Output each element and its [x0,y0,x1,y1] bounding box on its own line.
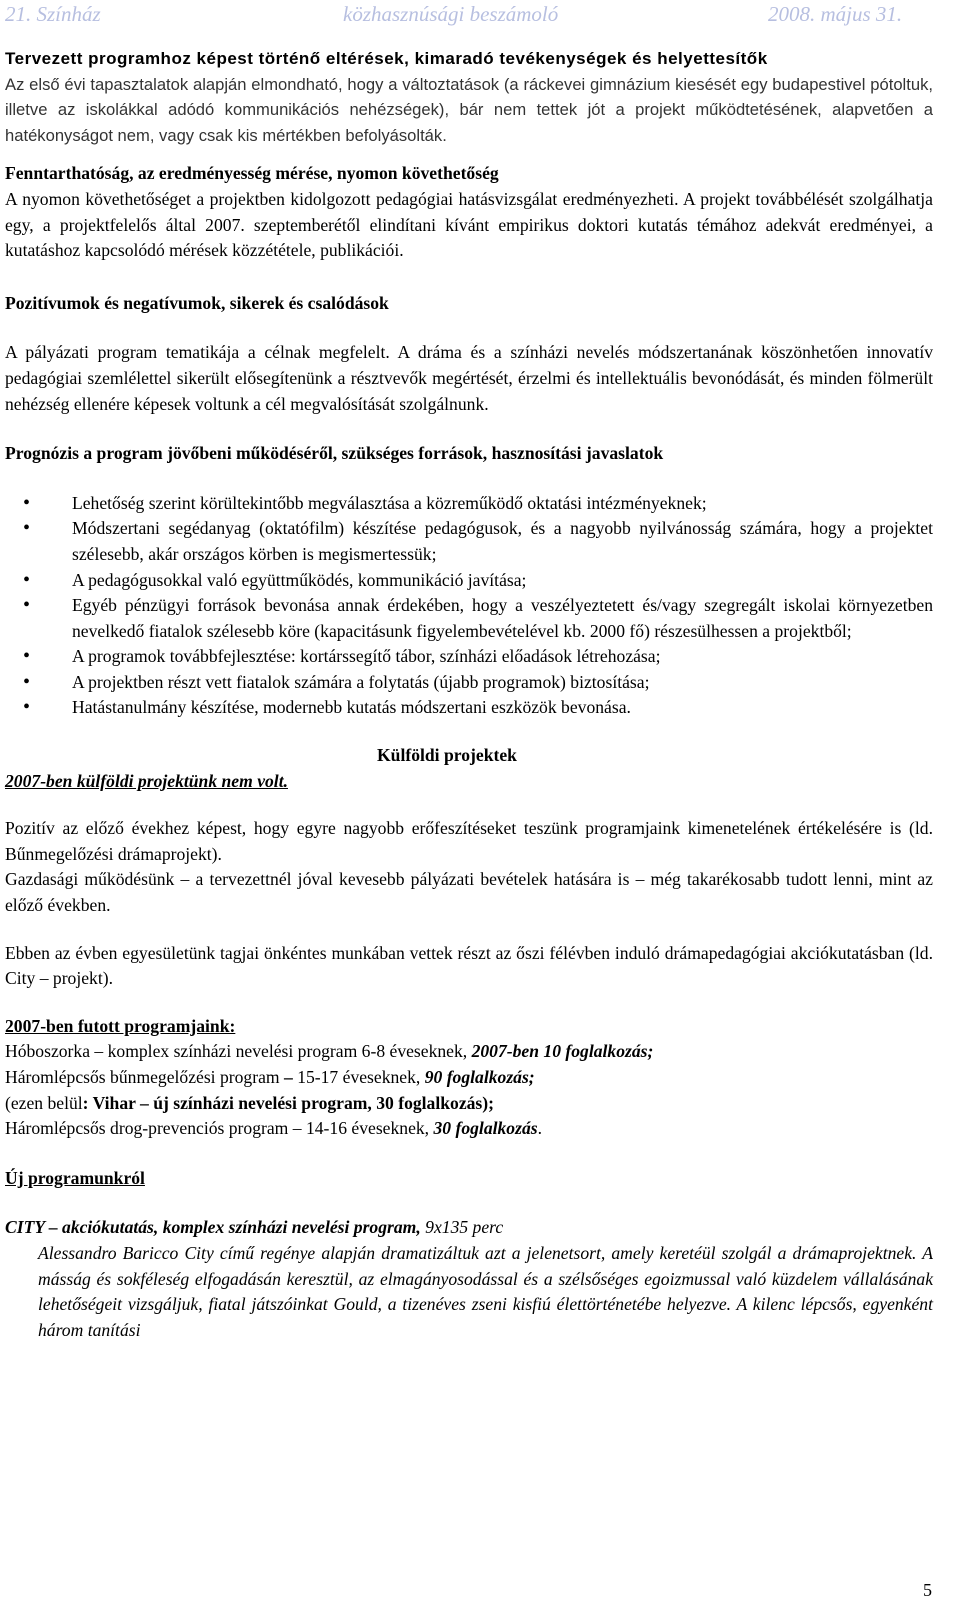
program-text: . [537,1118,542,1139]
foreign-paragraph-1: Pozitív az előző évekhez képest, hogy egyre nagyobb erőfeszítéseket teszünk programjaink kimenetelének értékelésére is (ld. Bűnmegelőzési drámaprojekt). [5,818,933,864]
program-text: (ezen belül [5,1092,83,1113]
new-programs-heading: Új programunkról [5,1167,145,1188]
city-title-line [5,1215,933,1241]
programs-heading: 2007-ben futott programjaink: [5,1015,236,1036]
prognosis-list [5,491,933,721]
header-right: 2008. május 31. [768,2,903,26]
section-title-sustainability: Fenntarthatóság, az eredményesség mérése, nyomon követhetőség [5,163,499,184]
foreign-paragraph-2: Gazdasági működésünk – a tervezettnél jóval kevesebb pályázati bevételek hatására is – még takarékosabb tudott lenni, mint az előző években. [5,869,933,916]
city-description: Alessandro Baricco City című regénye alapján dramatizáltuk azt a jelenetsort, amely keretéül szolgál a drámaprojektnek. A másság és sokféleség elfogadásán keresztül, az elmagányosodással és a szélsőséges egoizmussal való küzdelem vállalásának lehetőségeit vizsgáljuk, fiatal játszóinkat Gould, a tizenéves zseni kisfiú élettörténetébe helyezve. A kilenc lépcsős, egyenként három tanítási [38,1242,933,1340]
program-line [5,1091,933,1117]
section-body-sustainability: A nyomon követhetőséget a projektben kidolgozott pedagógiai hatásvizsgálat eredményezheti. A projekt továbbélését szolgálhatja egy, a projektfelelős által 2007. szeptemberétől elindítani kívánt empirikus doktori kutatás témához adekvát eredményei, a kutatáshoz kapcsolódó mérések közzététele, publikációi. [5,188,933,261]
page-number: 5 [923,1580,932,1600]
list-item: • A programok továbbfejlesztése: kortárssegítő tábor, színházi előadások létrehozása; [5,644,933,670]
list-item: • A projektben részt vett fiatalok számára a folytatás (újabb programok) biztosítása; [5,670,933,696]
program-dash: – [283,1067,298,1087]
foreign-subtitle: 2007-ben külföldi projektünk nem volt. [5,770,288,791]
program-subprogram: : Vihar – új színházi nevelési program, 30 foglalkozás); [82,1092,494,1113]
page-content [5,46,933,1343]
section-title-pros-cons: Pozitívumok és negatívumok, sikerek és csalódások [5,292,389,313]
section-title-deviations: Tervezett programhoz képest történő eltérések, kimaradó tevékenységek és helyettesítők [5,49,768,68]
list-item: • Lehetőség szerint körültekintőbb megválasztása a közreműködő oktatási intézményeknek; [5,491,933,517]
program-count: 2007-ben 10 foglalkozás; [471,1041,654,1062]
program-line [5,1039,933,1065]
foreign-paragraph-3: Ebben az évben egyesületünk tagjai önkéntes munkában vettek részt az őszi félévben induló drámapedagógiai akciókutatásban (ld. City – projekt). [5,942,933,989]
list-item: • Módszertani segédanyag (oktatófilm) készítése pedagógusok, és a nagyobb nyilvánosság számára, hogy a projektet szélesebb, akár országos körben is megismertessük; [5,516,933,567]
city-length: 9x135 perc [420,1217,504,1238]
city-title: CITY – akciókutatás, komplex színházi nevelési program, [5,1217,421,1238]
section-body-pros-cons: A pályázati program tematikája a célnak megfelelt. A dráma és a színházi nevelés módszertanának köszönhetően innovatív pedagógiai szemlélettel sikerült elősegítenünk a résztvevők megértését, érzelmi és intellektuális bevonódását, és minden fölmerült nehézség ellenére képesek voltunk a cél megvalósítását szolgálnunk. [5,342,933,414]
program-count: 90 foglalkozás; [424,1067,535,1087]
list-item: • Hatástanulmány készítése, modernebb kutatás módszertani eszközök bevonása. [5,695,933,721]
header-center: közhasznúsági beszámoló [343,2,559,26]
header-left: 21. Színház [5,2,101,26]
program-text: Hóboszorka – komplex színházi nevelési program 6-8 éveseknek, [5,1041,472,1062]
section-title-prognosis: Prognózis a program jövőbeni működéséről, szükséges források, hasznosítási javaslatok [5,443,664,464]
program-text: Háromlépcsős bűnmegelőzési program [5,1067,284,1087]
program-line [5,1065,933,1091]
list-item: • A pedagógusokkal való együttműködés, kommunikáció javítása; [5,568,933,594]
page-header [0,2,960,32]
program-text: Háromlépcsős drog-prevenciós program – 14-16 éveseknek, [5,1118,434,1139]
program-count: 30 foglalkozás [433,1118,538,1139]
section-title-foreign: Külföldi projektek [377,745,517,766]
section-body-deviations: Az első évi tapasztalatok alapján elmondható, hogy a változtatások (a ráckevei gimnázium kiesését egy budapestivel pótoltuk, illetve az iskolákkal adódó kommunikációs nehézségek), bár nem tettek jót a projekt működtetésének, alapvetően a hatékonyságot nem, vagy csak kis mértékben befolyásolták. [5,74,933,145]
list-item: • Egyéb pénzügyi források bevonása annak érdekében, hogy a veszélyeztetett és/vagy szegregált iskolai környezetben nevelkedő fiatalok szélesebb köre (kapacitásunk figyelembevételével kb. 2000 fő) részesülhessen a projektből; [5,593,933,644]
program-line [5,1116,933,1142]
program-text: 15-17 éveseknek, [297,1067,425,1087]
